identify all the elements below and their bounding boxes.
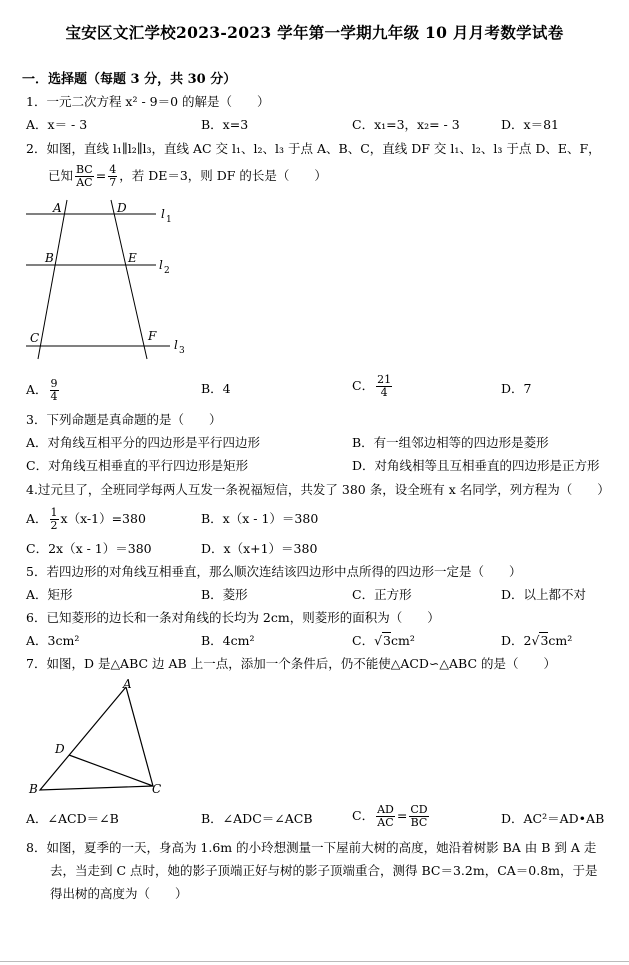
q3-stem: 3．下列命题是真命题的是（ ） xyxy=(26,412,222,427)
q7-label-b: B xyxy=(29,782,38,796)
q1-stem: 1．一元二次方程 x² - 9＝0 的解是（ ） xyxy=(26,94,270,109)
q1-option-b: B．x=3 xyxy=(201,117,249,132)
q6-option-d: D．2√3cm² xyxy=(501,633,573,648)
q4-option-a: A． $\frac{1}{2}$ x（x-1）=380 xyxy=(26,506,146,532)
q5-option-a: A．矩形 xyxy=(26,587,73,602)
exam-title: 宝安区文汇学校2023-2023 学年第一学期九年级 10 月月考数学试卷 xyxy=(65,23,564,42)
q4-option-b: B．x（x - 1）＝380 xyxy=(201,511,319,526)
q7-stem: 7．如图，D 是△ABC 边 AB 上一点，添加一个条件后，仍不能使△ACD∽△ABC 的是（ ） xyxy=(26,656,557,671)
q4-option-c: C．2x（x - 1）＝380 xyxy=(26,541,152,556)
q7-label-c: C xyxy=(152,782,162,796)
q5-option-c: C．正方形 xyxy=(352,587,412,602)
q2-option-c: C． $\frac{21}{4}$ xyxy=(352,373,392,399)
q2-label-l1: l xyxy=(161,207,165,221)
svg-text:3: 3 xyxy=(179,346,185,356)
svg-text:2: 2 xyxy=(164,266,170,276)
q7-triangle-figure xyxy=(24,676,174,802)
q7-label-d: D xyxy=(55,742,65,756)
q2-option-a: A． $\frac{9}{4}$ xyxy=(26,377,58,403)
q2-label-f: F xyxy=(148,329,157,343)
q2-option-b: B．4 xyxy=(201,381,231,396)
q5-stem: 5．若四边形的对角线互相垂直，那么顺次连结该四边形中点所得的四边形一定是（ ） xyxy=(26,564,522,579)
q3-option-c: C．对角线互相垂直的平行四边形是矩形 xyxy=(26,458,249,473)
q3-option-d: D．对角线相等且互相垂直的四边形是正方形 xyxy=(352,458,600,473)
q8-stem-line2: 去，当走到 C 点时，她的影子顶端正好与树的影子顶端重合，测得 BC＝3.2m，CA＝0.8m，于是 xyxy=(50,863,598,878)
q7-option-b: B．∠ADC＝∠ACB xyxy=(201,811,313,826)
q8-stem-line3: 得出树的高度为（ ） xyxy=(50,886,188,901)
q3-option-b: B．有一组邻边相等的四边形是菱形 xyxy=(352,435,549,450)
q6-stem: 6．已知菱形的边长和一条对角线的长均为 2cm，则菱形的面积为（ ） xyxy=(26,610,440,625)
page-bottom-rule xyxy=(0,961,629,962)
q8-stem-line1: 8．如图，夏季的一天，身高为 1.6m 的小玲想测量一下屋前大树的高度，她沿着树影 BA 由 B 到 A 走 xyxy=(26,840,597,855)
q2-label-b: B xyxy=(45,251,54,265)
q1-option-c: C．x₁=3，x₂= - 3 xyxy=(352,117,460,132)
q3-option-a: A．对角线互相平分的四边形是平行四边形 xyxy=(26,435,261,450)
q2-label-l2: l xyxy=(159,258,163,272)
q1-option-a: A．x＝ - 3 xyxy=(26,117,88,132)
q7-label-a: A xyxy=(123,677,132,691)
q7-option-d: D．AC²＝AD•AB xyxy=(501,811,605,826)
q6-option-c: C．√3cm² xyxy=(352,633,415,648)
q1-option-d: D．x＝81 xyxy=(501,117,559,132)
q2-label-a: A xyxy=(53,201,62,215)
q7-option-c: C． $\frac{AD}{AC}$ = $\frac{CD}{BC}$ xyxy=(352,803,428,829)
q4-option-d: D．x（x+1）＝380 xyxy=(201,541,318,556)
q2-label-e: E xyxy=(128,251,137,265)
q5-option-b: B．菱形 xyxy=(201,587,248,602)
q2-parallel-lines-figure xyxy=(20,196,200,362)
section-heading: 一．选择题（每题 3 分，共 30 分） xyxy=(22,72,237,87)
q6-option-b: B．4cm² xyxy=(201,633,255,648)
q2-label-c: C xyxy=(30,331,40,345)
q5-option-d: D．以上都不对 xyxy=(501,587,587,602)
q2-stem: 2．如图，直线 l₁∥l₂∥l₃，直线 AC 交 l₁、l₂、l₃ 于点 A、B、C，直线 DF 交 l₁、l₂、l₃ 于点 D、E、F， xyxy=(26,141,601,156)
q7-option-a: A．∠ACD＝∠B xyxy=(26,811,119,826)
q2-label-d: D xyxy=(117,201,127,215)
q6-option-a: A．3cm² xyxy=(26,633,80,648)
q2-option-d: D．7 xyxy=(501,381,532,396)
q2-label-l3: l xyxy=(174,338,178,352)
q2-given: 已知 $\frac{BC}{AC}$ = $\frac{4}{7}$ ，若 DE＝3，则 DF 的长是（ ） xyxy=(48,163,327,189)
svg-text:1: 1 xyxy=(166,215,172,225)
q4-stem: 4.过元旦了，全班同学每两人互发一条祝福短信，共发了 380 条，设全班有 x 名同学，列方程为（ ） xyxy=(26,482,610,497)
